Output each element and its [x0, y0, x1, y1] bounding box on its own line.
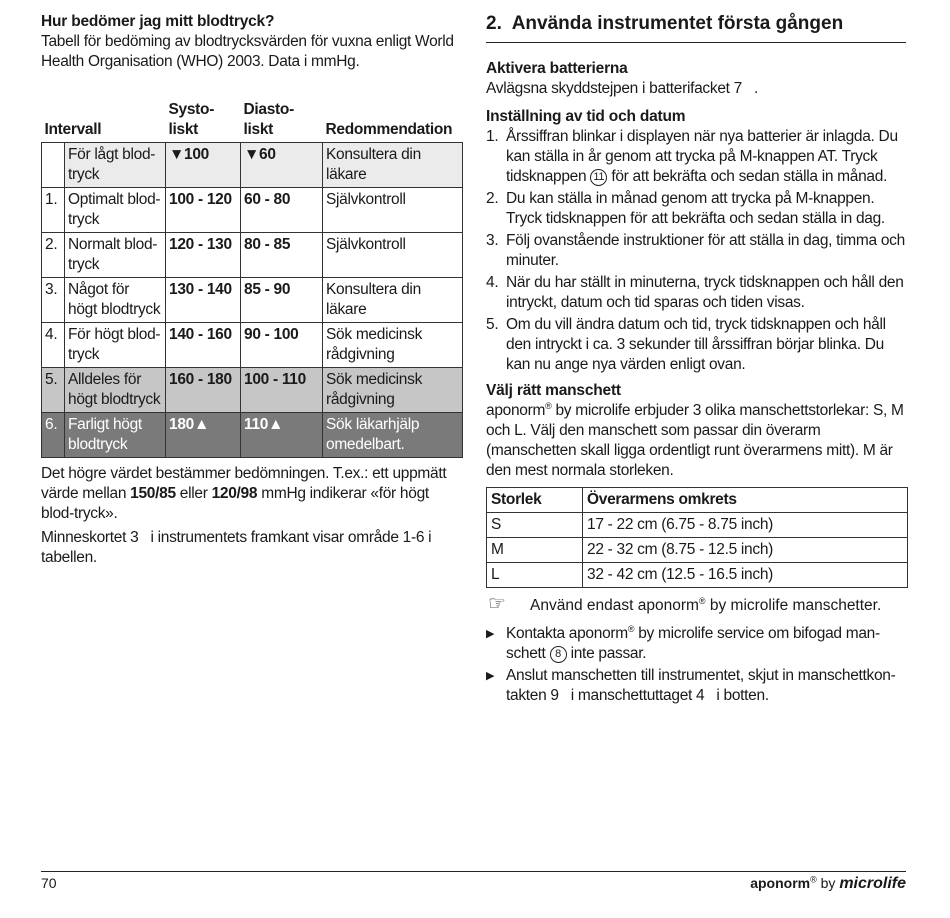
- brand-by: by: [820, 875, 836, 891]
- bp-table: [41, 98, 463, 458]
- battery-heading: Aktivera batterierna: [486, 60, 628, 77]
- table-row: [42, 368, 463, 413]
- bp-table-header: [42, 98, 463, 143]
- row-label: Farligt högt blodtryck: [65, 413, 166, 458]
- row-sys: 160 - 180: [166, 368, 241, 413]
- step-text: Årssiffran blinkar i displayen när nya batterier är inlagda. Du kan ställa in år genom att trycka på M-knappen AT. Tryck tidsknappen: [506, 128, 898, 185]
- cuff-description: by microlife erbjuder 3 olika manschettstorlekar: S, M och L. Välj den manschett som passar din överarm (manschetten skall ligga ordentligt runt överarmens mitt). M är den mest normala storleken.: [486, 402, 904, 479]
- row-dia: ▼60: [241, 143, 323, 188]
- bp-header-dia: Diasto- liskt: [241, 98, 323, 143]
- step-number: 2.: [486, 190, 499, 207]
- step-text: När du har ställt in minuterna, tryck tidsknappen och håll den intryckt, datum och tid sparas och tiden visas.: [506, 274, 904, 311]
- left-column: [41, 12, 463, 568]
- brand-aponorm: aponorm: [750, 875, 811, 891]
- footer-divider: [41, 871, 906, 872]
- registered-mark: ®: [627, 623, 635, 634]
- row-sys: 130 - 140: [166, 278, 241, 323]
- brand-microlife-logo: microlife: [839, 875, 906, 892]
- step-number: 3.: [486, 232, 499, 249]
- table-row: [42, 143, 463, 188]
- bp-expl-value-2: 120/98: [211, 485, 258, 502]
- bp-expl-text-1: Det högre värdet bestämmer bedömningen. T.ex.: ett uppmätt värde mellan: [41, 465, 447, 502]
- bp-expl-text-3: mmHg indikerar «för högt blod-tryck».: [41, 485, 429, 522]
- row-dia: 85 - 90: [241, 278, 323, 323]
- bullet-text-mid: by microlife service om bifogad man-schett: [506, 625, 880, 662]
- table-row: [42, 323, 463, 368]
- row-num: 2.: [42, 233, 65, 278]
- cuff-table: [486, 487, 908, 588]
- bp-header-rec: Redommendation: [323, 98, 463, 143]
- row-dia: 90 - 100: [241, 323, 323, 368]
- table-row: [42, 233, 463, 278]
- cuff-size: M: [487, 538, 583, 563]
- row-label: Något för högt blodtryck: [65, 278, 166, 323]
- table-row: [42, 188, 463, 233]
- row-rec: Konsultera din läkare: [323, 278, 463, 323]
- table-row: [42, 278, 463, 323]
- list-item: [486, 231, 906, 271]
- step-number: 4.: [486, 274, 499, 291]
- row-dia: 100 - 110: [241, 368, 323, 413]
- row-num: 5.: [42, 368, 65, 413]
- row-sys: 180▲: [166, 413, 241, 458]
- list-item: [486, 127, 906, 187]
- bp-heading: Hur bedömer jag mitt blodtryck?: [41, 13, 275, 30]
- bp-intro: Tabell för bedöming av blodtrycksvärden för vuxna enligt World Health Organisation (WHO) 2003. Data i mmHg.: [41, 33, 454, 70]
- bp-header-interval: Intervall: [42, 98, 166, 143]
- row-num: 1.: [42, 188, 65, 233]
- row-sys: ▼100: [166, 143, 241, 188]
- row-dia: 80 - 85: [241, 233, 323, 278]
- note-text-pre: Använd endast aponorm: [530, 597, 699, 614]
- page-number: 70: [41, 875, 57, 891]
- time-button-ref: 11: [590, 169, 607, 186]
- registered-mark: ®: [810, 874, 817, 885]
- list-item: [486, 315, 906, 375]
- triangle-bullet-icon: ▶: [486, 628, 495, 640]
- row-dia: 110▲: [241, 413, 323, 458]
- bullet-item: [486, 666, 906, 706]
- bullet-text-post: inte passar.: [570, 645, 647, 662]
- cuff-brand: aponorm: [486, 402, 546, 419]
- row-sys: 100 - 120: [166, 188, 241, 233]
- triangle-bullet-icon: ▶: [486, 670, 495, 682]
- step-text: Du kan ställa in månad genom att trycka på M-knappen. Tryck tidsknappen för att bekräfta och sedan ställa in dag.: [506, 190, 885, 227]
- row-rec: Självkontroll: [323, 188, 463, 233]
- time-heading: Inställning av tid och datum: [486, 108, 686, 125]
- section-title: 2. Använda instrumentet första gången: [486, 12, 906, 43]
- row-rec: Sök medicinsk rådgivning: [323, 323, 463, 368]
- row-label: Optimalt blod-tryck: [65, 188, 166, 233]
- time-steps: [486, 127, 906, 375]
- row-rec: Sök medicinsk rådgivning: [323, 368, 463, 413]
- pointing-hand-icon: ☞: [488, 593, 506, 615]
- bullet-text: Anslut manschetten till instrumentet, skjut in manschettkon-takten 9 i manschettuttaget 4 i botten.: [506, 667, 896, 704]
- cuff-header-size: Storlek: [487, 488, 583, 513]
- cuff-header-circumference: Överarmens omkrets: [583, 488, 908, 513]
- cuff-text: [486, 401, 906, 481]
- row-label: Normalt blod-tryck: [65, 233, 166, 278]
- cuff-ref-circle: 8: [550, 646, 567, 663]
- list-item: [486, 189, 906, 229]
- footer-brand: [750, 875, 906, 893]
- step-number: 5.: [486, 316, 499, 333]
- bp-header-sys: Systo- liskt: [166, 98, 241, 143]
- battery-text: Avlägsna skyddstejpen i batterifacket 7 .: [486, 80, 759, 97]
- table-row: [42, 413, 463, 458]
- cuff-range: 22 - 32 cm (8.75 - 12.5 inch): [583, 538, 908, 563]
- step-text: Om du vill ändra datum och tid, tryck tidsknappen och håll den intryckt i ca. 3 sekunder till årssiffran börjar blinka. Du kan nu ange nya värden enligt ovan.: [506, 316, 886, 373]
- row-label: För högt blod-tryck: [65, 323, 166, 368]
- row-sys: 140 - 160: [166, 323, 241, 368]
- cuff-table-header: [487, 488, 908, 513]
- row-num: 4.: [42, 323, 65, 368]
- note: [486, 593, 906, 616]
- list-item: [486, 273, 906, 313]
- registered-mark: ®: [545, 400, 552, 411]
- cuff-heading: Välj rätt manschett: [486, 382, 621, 399]
- row-rec: Självkontroll: [323, 233, 463, 278]
- row-dia: 60 - 80: [241, 188, 323, 233]
- row-rec: Sök läkarhjälp omedelbart.: [323, 413, 463, 458]
- row-label: För lågt blod-tryck: [65, 143, 166, 188]
- bp-explanation: [41, 464, 463, 524]
- row-sys: 120 - 130: [166, 233, 241, 278]
- row-rec: Konsultera din läkare: [323, 143, 463, 188]
- step-number: 1.: [486, 128, 499, 145]
- bp-expl-value-1: 150/85: [130, 485, 176, 502]
- cuff-size: S: [487, 513, 583, 538]
- cuff-range: 17 - 22 cm (6.75 - 8.75 inch): [583, 513, 908, 538]
- row-num: [42, 143, 65, 188]
- bullet-item: [486, 624, 906, 664]
- cuff-size: L: [487, 563, 583, 588]
- step-text: Följ ovanstående instruktioner för att ställa in dag, timma och minuter.: [506, 232, 905, 269]
- row-label: Alldeles för högt blodtryck: [65, 368, 166, 413]
- registered-mark: ®: [698, 595, 706, 606]
- cuff-range: 32 - 42 cm (12.5 - 16.5 inch): [583, 563, 908, 588]
- step-text-post: för att bekräfta och sedan ställa in månad.: [611, 168, 888, 185]
- row-num: 3.: [42, 278, 65, 323]
- table-row: [487, 538, 908, 563]
- table-row: [487, 513, 908, 538]
- note-text-post: by microlife manschetter.: [709, 597, 882, 614]
- memory-card-text: Minneskortet 3 i instrumentets framkant visar område 1-6 i tabellen.: [41, 529, 436, 566]
- table-row: [487, 563, 908, 588]
- bp-expl-text-2: eller: [179, 485, 208, 502]
- row-num: 6.: [42, 413, 65, 458]
- bullet-text-pre: Kontakta aponorm: [506, 625, 628, 642]
- right-column: [486, 12, 906, 706]
